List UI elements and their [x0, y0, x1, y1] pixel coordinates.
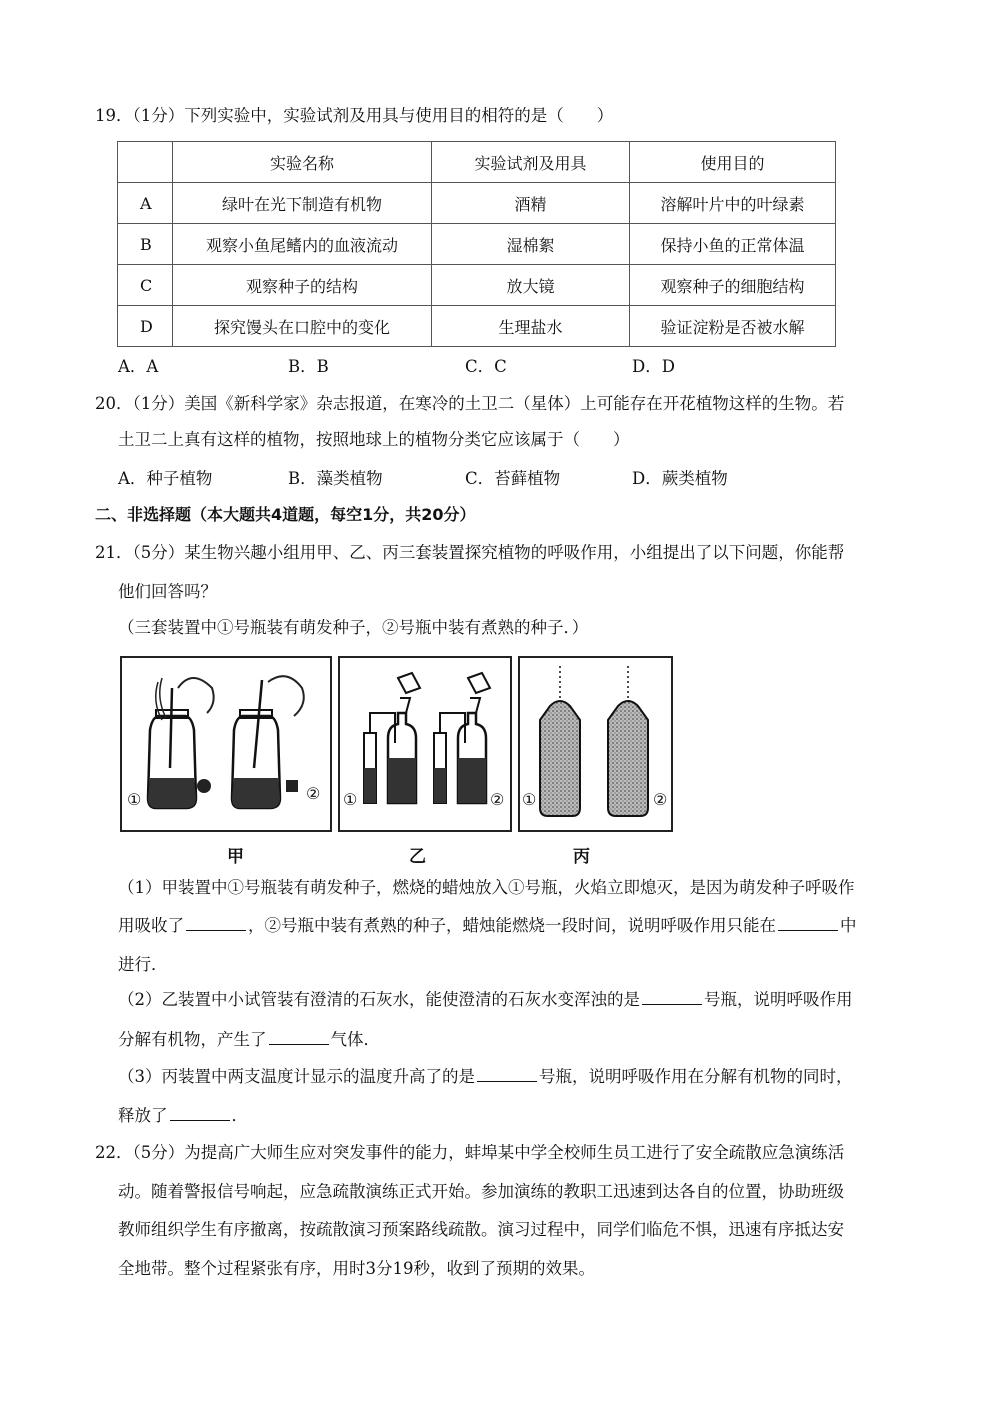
apparatus-panel-jia — [120, 656, 332, 832]
text-segment: 分解有机物，产生了 — [118, 1030, 267, 1049]
bottle-2-mark: ② — [653, 790, 668, 809]
q20-option-d[interactable]: D．蕨类植物 — [632, 469, 728, 488]
q22-stem-line4: 全地带。整个过程紧张有序，用时3分19秒，收到了预期的效果。 — [118, 1259, 595, 1278]
limewater-bottles-illustration — [340, 658, 510, 830]
thermos-bottles-illustration — [520, 658, 671, 830]
text-segment: ． — [231, 1106, 248, 1125]
table-row — [118, 306, 836, 347]
table-cell: 湿棉絮 — [432, 224, 630, 265]
q19-option-a[interactable]: A．A — [118, 357, 159, 376]
q21-part1-line2 — [118, 914, 857, 938]
answer-blank[interactable] — [186, 914, 246, 931]
candle-jars-illustration — [122, 658, 330, 830]
table-row — [118, 224, 836, 265]
table-cell: 生理盐水 — [432, 306, 630, 347]
figure-caption-bing: 丙 — [573, 847, 590, 867]
q21-stem-line1: 21．（5分）某生物兴趣小组用甲、乙、丙三套装置探究植物的呼吸作用，小组提出了以下问题，你能帮 — [95, 543, 845, 562]
text-segment: （3）丙装置中两支温度计显示的温度升高了的是 — [118, 1067, 475, 1086]
q22-stem-line3: 教师组织学生有序撤离，按疏散演习预案路线疏散。演习过程中，同学们临危不惧，迅速有序抵达安 — [118, 1220, 844, 1239]
text-segment: 气体． — [330, 1030, 380, 1049]
q21-part2-line2 — [118, 1028, 380, 1052]
q21-stem-line2: 他们回答吗？ — [118, 582, 217, 601]
table-cell: 探究馒头在口腔中的变化 — [173, 306, 432, 347]
table-cell: 验证淀粉是否被水解 — [630, 306, 836, 347]
section-heading: 二、非选择题（本大题共4道题，每空1分，共20分） — [95, 505, 476, 524]
answer-blank[interactable] — [642, 988, 702, 1005]
q21-part1-line3: 进行． — [118, 955, 168, 974]
q21-part2-line1 — [118, 988, 853, 1012]
table-cell: 放大镜 — [432, 265, 630, 306]
table-cell: A — [118, 183, 173, 224]
table-header-cell — [118, 142, 173, 183]
bottle-2-mark: ② — [306, 784, 321, 803]
bottle-2-mark: ② — [490, 790, 505, 809]
table-cell: 保持小鱼的正常体温 — [630, 224, 836, 265]
q22-stem-line2: 动。随着警报信号响起，应急疏散演练正式开始。参加演练的教职工迅速到达各自的位置，协助班级 — [118, 1182, 844, 1201]
answer-blank[interactable] — [778, 914, 838, 931]
q19-option-c[interactable]: C．C — [465, 357, 507, 376]
text-segment: 释放了 — [118, 1106, 168, 1125]
apparatus-panel-yi — [338, 656, 512, 832]
table-cell: B — [118, 224, 173, 265]
q20-stem-line2: 土卫二上真有这样的植物，按照地球上的植物分类它应该属于（ ） — [118, 430, 630, 449]
q19-stem: 19．（1分）下列实验中，实验试剂及用具与使用目的相符的是（ ） — [95, 106, 614, 125]
answer-blank[interactable] — [477, 1065, 537, 1082]
figure-caption-yi: 乙 — [409, 847, 426, 867]
q19-table — [117, 141, 836, 347]
bottle-1-mark: ① — [127, 790, 142, 809]
table-cell: 绿叶在光下制造有机物 — [173, 183, 432, 224]
bottle-1-mark: ① — [522, 790, 537, 809]
table-cell: 观察种子的细胞结构 — [630, 265, 836, 306]
table-row — [118, 265, 836, 306]
table-header-cell: 实验名称 — [173, 142, 432, 183]
q21-part3-line2 — [118, 1104, 248, 1128]
text-segment: ，②号瓶中装有煮熟的种子，蜡烛能燃烧一段时间，说明呼吸作用只能在 — [248, 916, 776, 935]
table-cell: 溶解叶片中的叶绿素 — [630, 183, 836, 224]
text-segment: 用吸收了 — [118, 916, 184, 935]
table-cell: 观察种子的结构 — [173, 265, 432, 306]
figure-caption-jia: 甲 — [227, 847, 244, 867]
table-header-cell: 实验试剂及用具 — [432, 142, 630, 183]
q20-option-b[interactable]: B．藻类植物 — [288, 469, 383, 488]
table-header-cell: 使用目的 — [630, 142, 836, 183]
apparatus-figure — [120, 656, 675, 834]
q21-note: （三套装置中①号瓶装有萌发种子，②号瓶中装有煮熟的种子．） — [118, 618, 589, 637]
table-header-row — [118, 142, 836, 183]
q22-stem-line1: 22．（5分）为提高广大师生应对突发事件的能力，蚌埠某中学全校师生员工进行了安全疏散应急演练活 — [95, 1143, 845, 1162]
q19-option-b[interactable]: B．B — [288, 357, 329, 376]
table-row — [118, 183, 836, 224]
answer-blank[interactable] — [170, 1104, 230, 1121]
answer-blank[interactable] — [269, 1028, 329, 1045]
q21-part1-line1: （1）甲装置中①号瓶装有萌发种子，燃烧的蜡烛放入①号瓶，火焰立即熄灭，是因为萌发种子呼吸作 — [118, 878, 855, 897]
q21-part3-line1 — [118, 1065, 853, 1089]
text-segment: 号瓶，说明呼吸作用在分解有机物的同时， — [539, 1067, 853, 1086]
table-cell: 酒精 — [432, 183, 630, 224]
text-segment: （2）乙装置中小试管装有澄清的石灰水，能使澄清的石灰水变浑浊的是 — [118, 990, 640, 1009]
q20-stem-line1: 20．（1分）美国《新科学家》杂志报道，在寒冷的土卫二（星体）上可能存在开花植物这样的生物。若 — [95, 394, 845, 413]
table-cell: 观察小鱼尾鳍内的血液流动 — [173, 224, 432, 265]
text-segment: 号瓶，说明呼吸作用 — [704, 990, 853, 1009]
apparatus-panel-bing — [518, 656, 673, 832]
table-cell: C — [118, 265, 173, 306]
table-cell: D — [118, 306, 173, 347]
q19-option-d[interactable]: D．D — [632, 357, 675, 376]
q20-option-a[interactable]: A．种子植物 — [118, 469, 213, 488]
bottle-1-mark: ① — [343, 790, 358, 809]
text-segment: 中 — [840, 916, 857, 935]
q20-option-c[interactable]: C．苔藓植物 — [465, 469, 561, 488]
